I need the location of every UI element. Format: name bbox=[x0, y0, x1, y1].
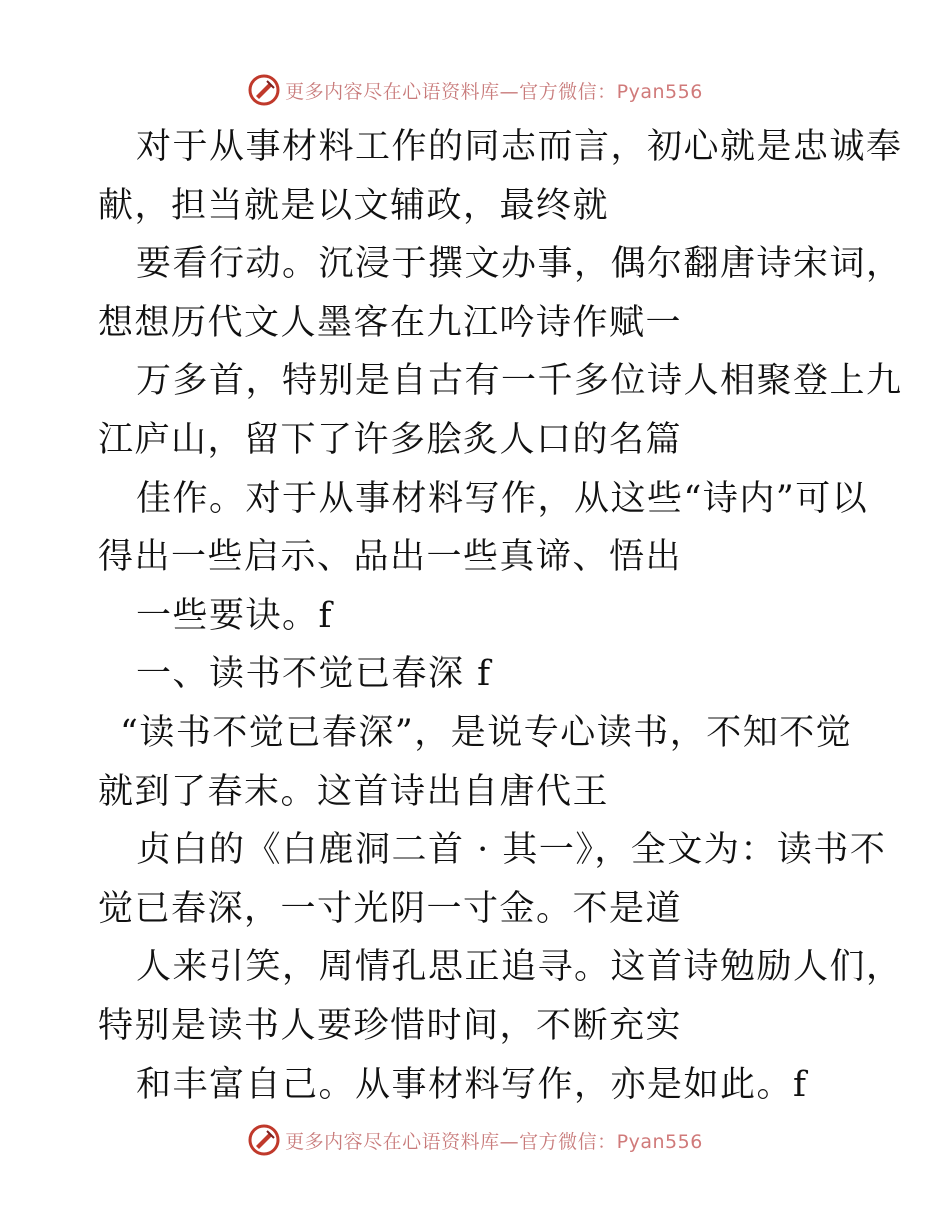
text-line: 江庐山，留下了许多脍炙人口的名篇 bbox=[98, 419, 683, 460]
text-line: 觉已春深，一寸光阴一寸金。不是道 bbox=[98, 888, 683, 929]
header-banner-id: Pyan556 bbox=[616, 80, 703, 103]
section-heading: 一、读书不觉已春深 f bbox=[136, 654, 492, 695]
brand-logo-icon bbox=[247, 1123, 281, 1157]
header-banner-text: 更多内容尽在心语资料库—官方微信：Pyan556 bbox=[285, 80, 703, 103]
text-line: 贞白的《白鹿洞二首 · 其一》，全文为：读书不 bbox=[136, 830, 887, 871]
footer-banner-text: 更多内容尽在心语资料库—官方微信：Pyan556 bbox=[285, 1130, 703, 1153]
text-line: 特别是读书人要珍惜时间，不断充实 bbox=[98, 1005, 683, 1046]
text-line: 人来引笑，周情孔思正追寻。这首诗勉励人们， bbox=[136, 947, 903, 988]
text-line: 就到了春末。这首诗出自唐代王 bbox=[98, 771, 610, 812]
footer-watermark bbox=[0, 1120, 950, 1160]
text-line: 得出一些启示、品出一些真谛、悟出 bbox=[98, 537, 683, 578]
brand-logo-icon bbox=[247, 73, 281, 107]
text-line: 和丰富自己。从事材料写作，亦是如此。f bbox=[136, 1064, 808, 1105]
text-line: 献，担当就是以文辅政，最终就 bbox=[98, 185, 610, 226]
text-line: 一些要诀。f bbox=[136, 595, 333, 636]
text-line: 想想历代文人墨客在九江吟诗作赋一 bbox=[98, 302, 683, 343]
header-watermark bbox=[0, 70, 950, 110]
text-line: “读书不觉已春深”，是说专心读书，不知不觉 bbox=[120, 712, 853, 753]
text-line: 佳作。对于从事材料写作，从这些“诗内”可以 bbox=[136, 478, 869, 519]
text-line: 要看行动。沉浸于撰文办事，偶尔翻唐诗宋词， bbox=[136, 244, 903, 285]
document-body bbox=[98, 118, 903, 1114]
text-line: 万多首，特别是自古有一千多位诗人相聚登上九 bbox=[136, 361, 903, 402]
text-line: 对于从事材料工作的同志而言，初心就是忠诚奉 bbox=[136, 127, 903, 167]
footer-banner-id: Pyan556 bbox=[616, 1130, 703, 1153]
